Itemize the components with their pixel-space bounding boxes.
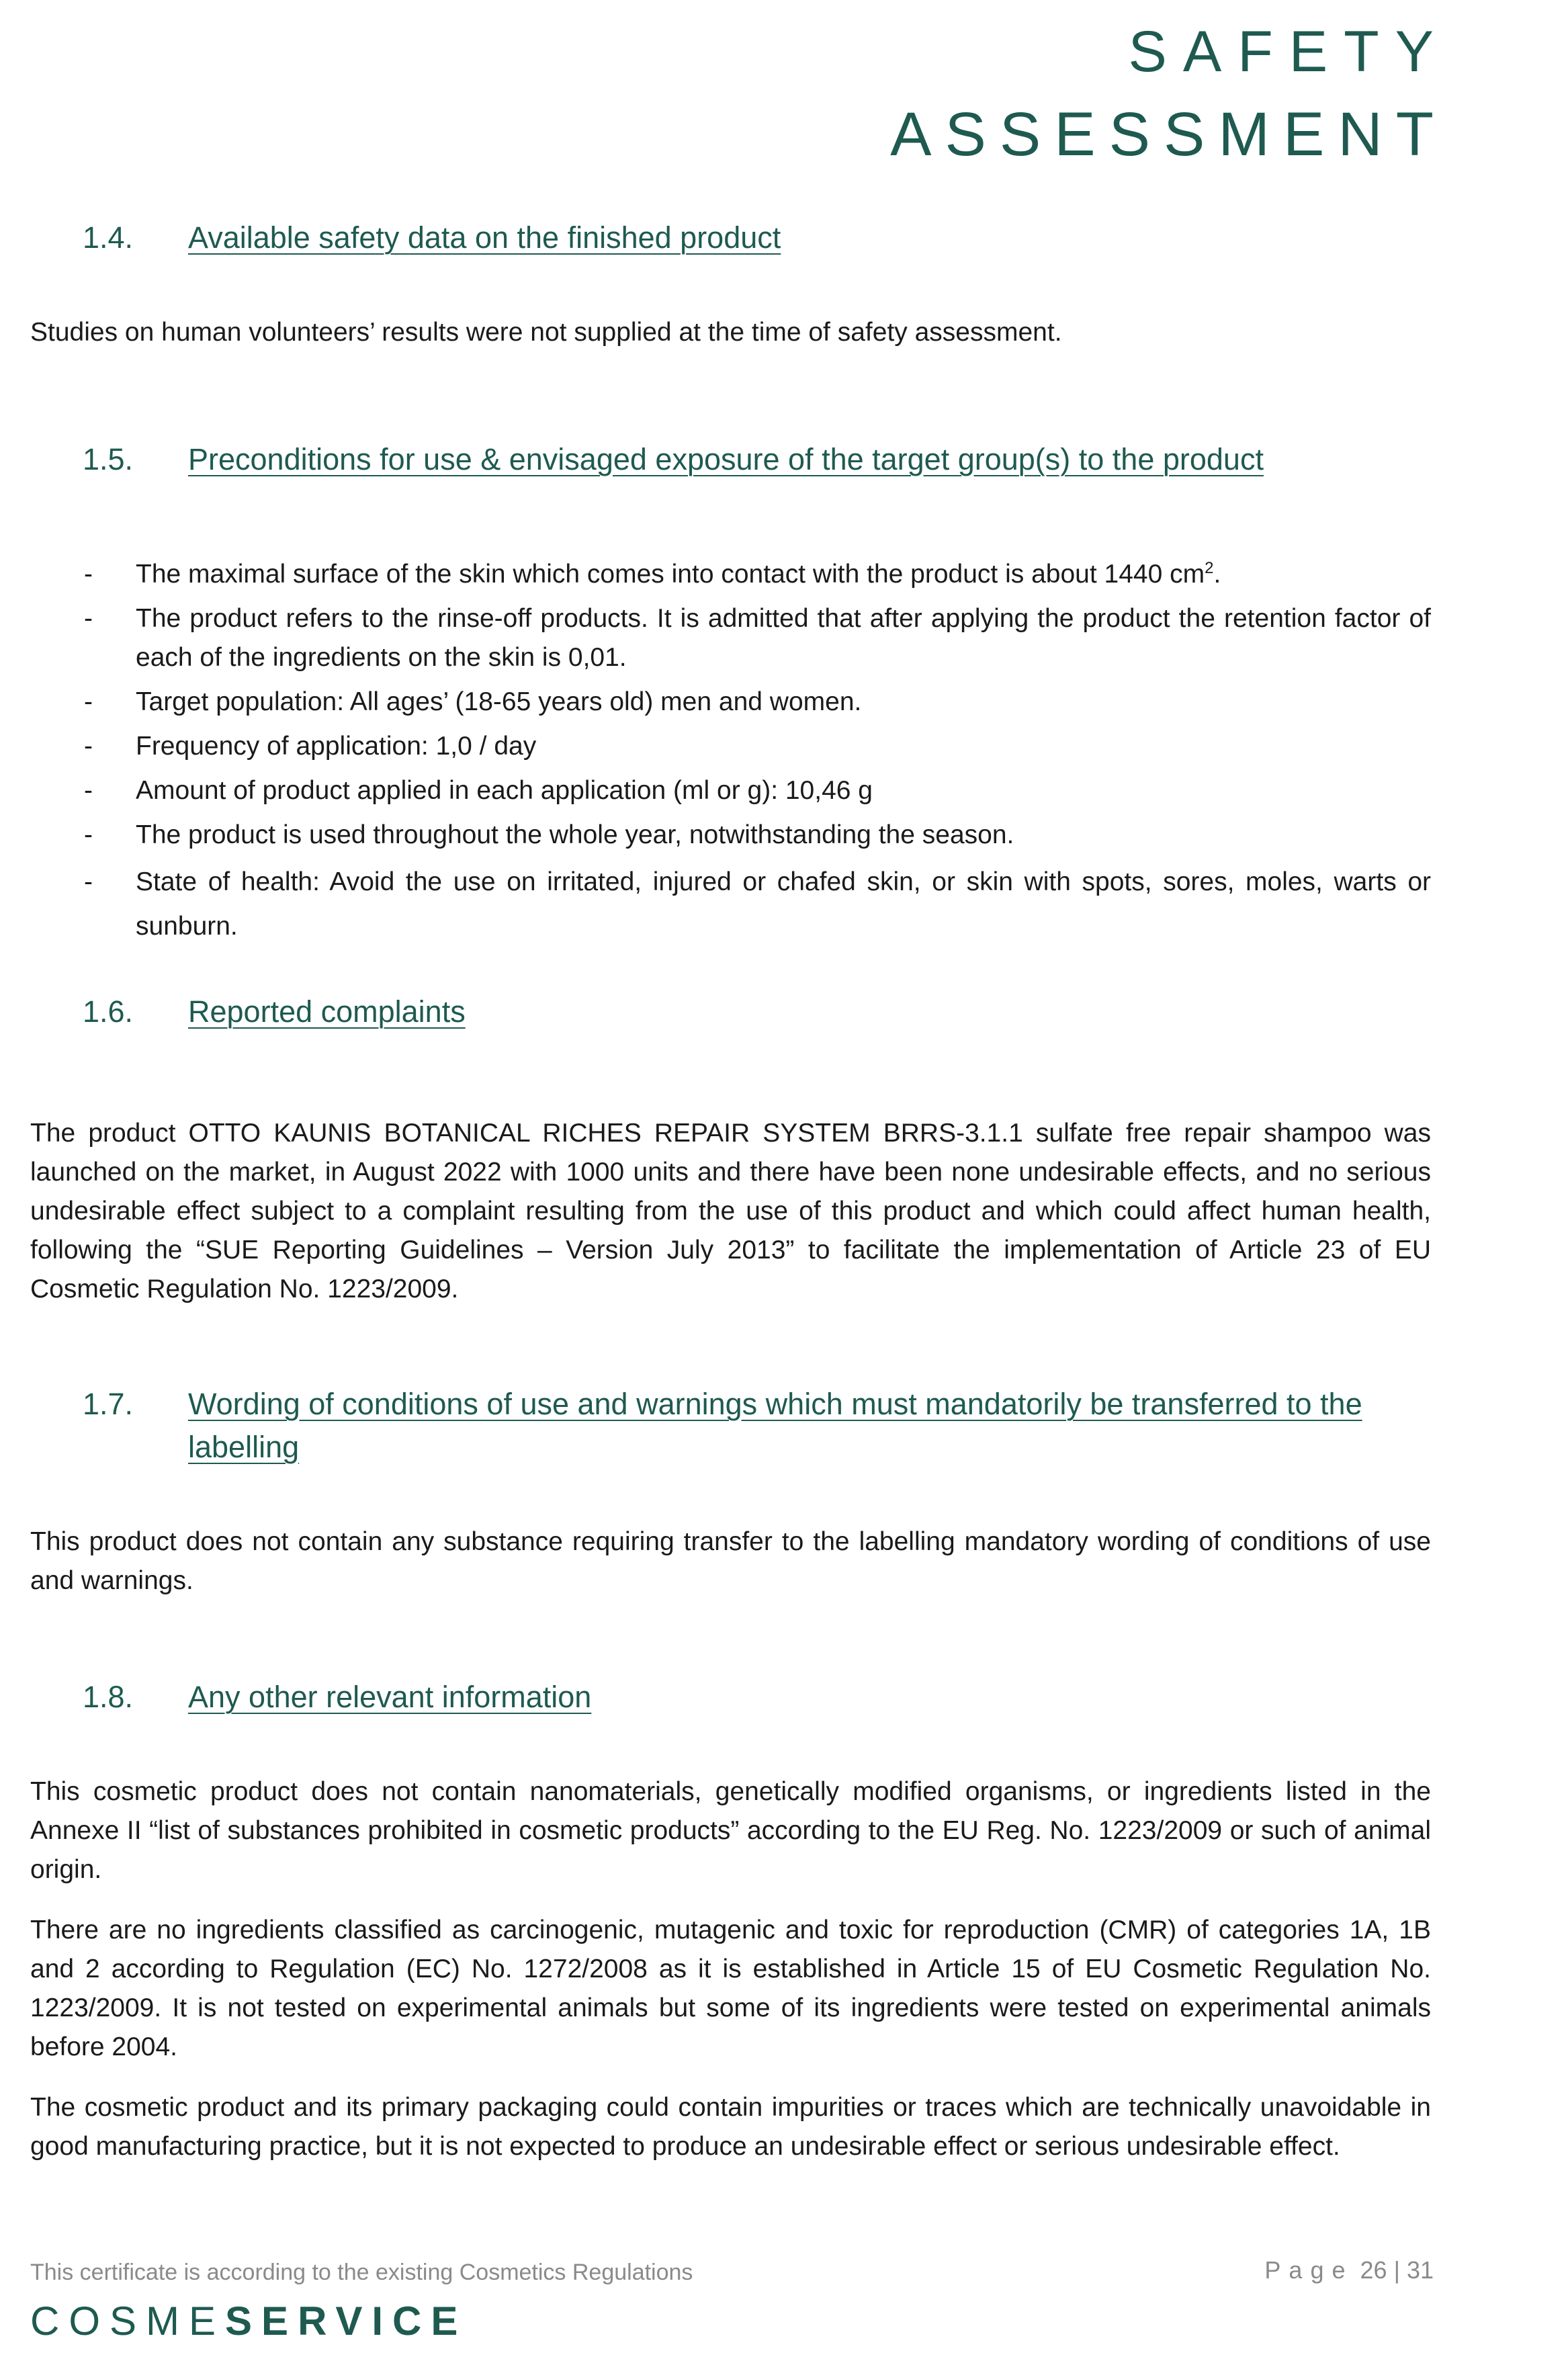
list-item: - The maximal surface of the skin which comes into contact with the product is about 1440 $cm^2$. <box>84 559 1221 589</box>
section-1-7-text: This product does not contain any substance requiring transfer to the labelling mandatory wording of conditions of use and warnings. <box>30 1527 1431 1595</box>
section-number: 1.8. <box>83 1680 134 1714</box>
page-word: Page <box>1264 2256 1354 2284</box>
page-number <box>1264 2256 1434 2284</box>
section-1-8-paragraph-2: There are no ingredients classified as carcinogenic, mutagenic and toxic for reproduction (CMR) of categories 1A, 1B and 2 according to Regulation (EC) No. 1272/2008 as it is established in Article 15 of EU Cosmetic Regulation No. 1223/2009. It is not tested on experimental animals but some of its ingredients were tested on experimental animals before 2004. <box>30 1916 1431 2061</box>
section-1-8-paragraph-1: This cosmetic product does not contain nanomaterials, genetically modified organisms, or ingredients listed in the Annexe II “list of substances prohibited in cosmetic products” according to the EU Reg. No. 1223/2009 or such of animal origin. <box>30 1777 1431 1884</box>
page-total: 31 <box>1406 2256 1434 2284</box>
page-current: 26 <box>1360 2256 1387 2284</box>
section-heading-1-6 <box>83 990 1431 1033</box>
list-item: - State of health: Avoid the use on irritated, injured or chafed skin, or skin with spots, sores, moles, warts or sunburn. <box>84 867 1431 941</box>
section-heading-1-4 <box>83 216 1431 259</box>
section-title: Reported complaints <box>188 994 466 1029</box>
section-1-8-paragraph-3: The cosmetic product and its primary packaging could contain impurities or traces which are technically unavoidable in good manufacturing practice, but it is not expected to produce an undesirable effect or serious undesirable effect. <box>30 2093 1431 2161</box>
section-number: 1.5. <box>83 442 134 476</box>
section-title: Available safety data on the finished product <box>188 220 781 255</box>
exposure-list <box>30 555 1431 949</box>
page-content <box>30 202 1431 2166</box>
section-heading-1-7 <box>83 1383 1431 1469</box>
header-safety: SAFETY <box>1128 19 1450 84</box>
section-number: 1.6. <box>83 994 134 1029</box>
list-item: - Target population: All ages’ (18-65 years old) men and women. <box>84 687 862 716</box>
list-item: - Frequency of application: 1,0 / day <box>84 732 537 761</box>
header-assessment: ASSESSMENT <box>890 100 1447 169</box>
section-1-6-text: The product OTTO KAUNIS BOTANICAL RICHES REPAIR SYSTEM BRRS-3.1.1 sulfate free repair shampoo was launched on the market, in August 2022 with 1000 units and there have been none undesirable effects, and no serious undesirable effect subject to a complaint resulting from the use of this product and which could affect human health, following the “SUE Reporting Guidelines – Version July 2013” to facilitate the implementation of Article 23 of EU Cosmetic Regulation No. 1223/2009. <box>30 1119 1431 1303</box>
footer-certificate-note: This certificate is according to the existing Cosmetics Regulations <box>30 2260 693 2285</box>
list-item: - The product refers to the rinse-off products. It is admitted that after applying the product the retention factor of each of the ingredients on the skin is 0,01. <box>84 604 1431 672</box>
brand-logo: COSMESERVICE <box>30 2299 468 2344</box>
section-number: 1.7. <box>83 1387 134 1421</box>
section-title: Any other relevant information <box>188 1680 592 1714</box>
section-1-4-text: Studies on human volunteers’ results were not supplied at the time of safety assessment. <box>30 318 1062 347</box>
section-number: 1.4. <box>83 220 134 255</box>
section-title: Wording of conditions of use and warnings which must mandatorily be transferred to the labelling <box>188 1387 1362 1464</box>
list-item: - The product is used throughout the whole year, notwithstanding the season. <box>84 820 1014 849</box>
section-title: Preconditions for use & envisaged exposure of the target group(s) to the product <box>188 442 1264 476</box>
section-heading-1-8 <box>83 1676 1431 1719</box>
section-heading-1-5 <box>83 438 1431 481</box>
list-item: - Amount of product applied in each application (ml or g): 10,46 g <box>84 776 873 805</box>
page-separator: | <box>1393 2256 1400 2284</box>
